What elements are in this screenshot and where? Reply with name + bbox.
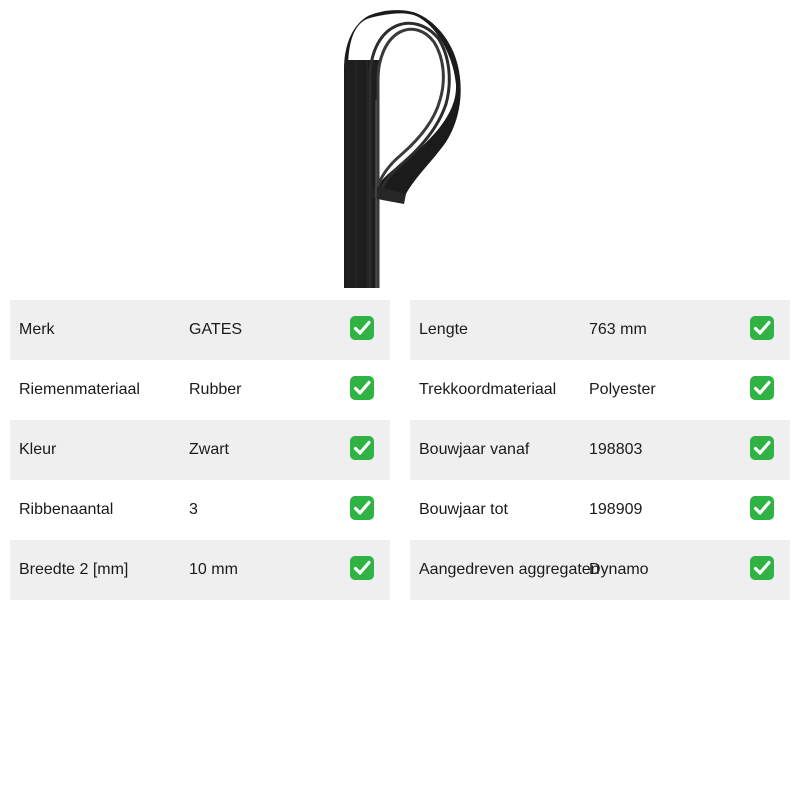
spec-value: GATES: [189, 321, 243, 338]
spec-value: 3: [189, 501, 198, 518]
spec-value: Rubber: [189, 381, 242, 398]
spec-label: Ribbenaantal: [19, 501, 114, 518]
spec-label: Bouwjaar vanaf: [419, 441, 530, 458]
check-icon: [349, 375, 375, 401]
spec-label: Kleur: [19, 441, 57, 458]
spec-row: [410, 540, 790, 600]
spec-value: Polyester: [589, 381, 656, 398]
spec-label: Bouwjaar tot: [419, 501, 508, 518]
poly-v-belt-image: [330, 0, 470, 288]
spec-table-right: [410, 300, 790, 600]
check-icon: [749, 495, 775, 521]
spec-row: [410, 300, 790, 360]
check-icon: [349, 435, 375, 461]
spec-row: [410, 480, 790, 540]
spec-row: [10, 360, 390, 420]
spec-row: [410, 360, 790, 420]
check-icon: [749, 435, 775, 461]
check-icon: [749, 375, 775, 401]
spec-row: [10, 480, 390, 540]
spec-label: Merk: [19, 321, 55, 338]
spec-row: [410, 420, 790, 480]
product-image: [330, 0, 470, 288]
spec-label: Lengte: [419, 321, 468, 338]
spec-row: [10, 300, 390, 360]
spec-value: 198909: [589, 501, 643, 518]
spec-value: 763 mm: [589, 321, 647, 338]
check-icon: [349, 315, 375, 341]
check-icon: [349, 555, 375, 581]
spec-value: Dynamo: [589, 561, 649, 578]
spec-value: 198803: [589, 441, 643, 458]
spec-label: Trekkoordmateriaal: [419, 381, 557, 398]
spec-label: Breedte 2 [mm]: [19, 561, 129, 578]
check-icon: [749, 555, 775, 581]
spec-label: Aangedreven aggregaten: [419, 561, 600, 578]
spec-value: Zwart: [189, 441, 229, 458]
spec-row: [10, 540, 390, 600]
spec-row: [10, 420, 390, 480]
spec-table-left: [10, 300, 390, 600]
spec-label: Riemenmateriaal: [19, 381, 140, 398]
check-icon: [749, 315, 775, 341]
spec-value: 10 mm: [189, 561, 238, 578]
check-icon: [349, 495, 375, 521]
